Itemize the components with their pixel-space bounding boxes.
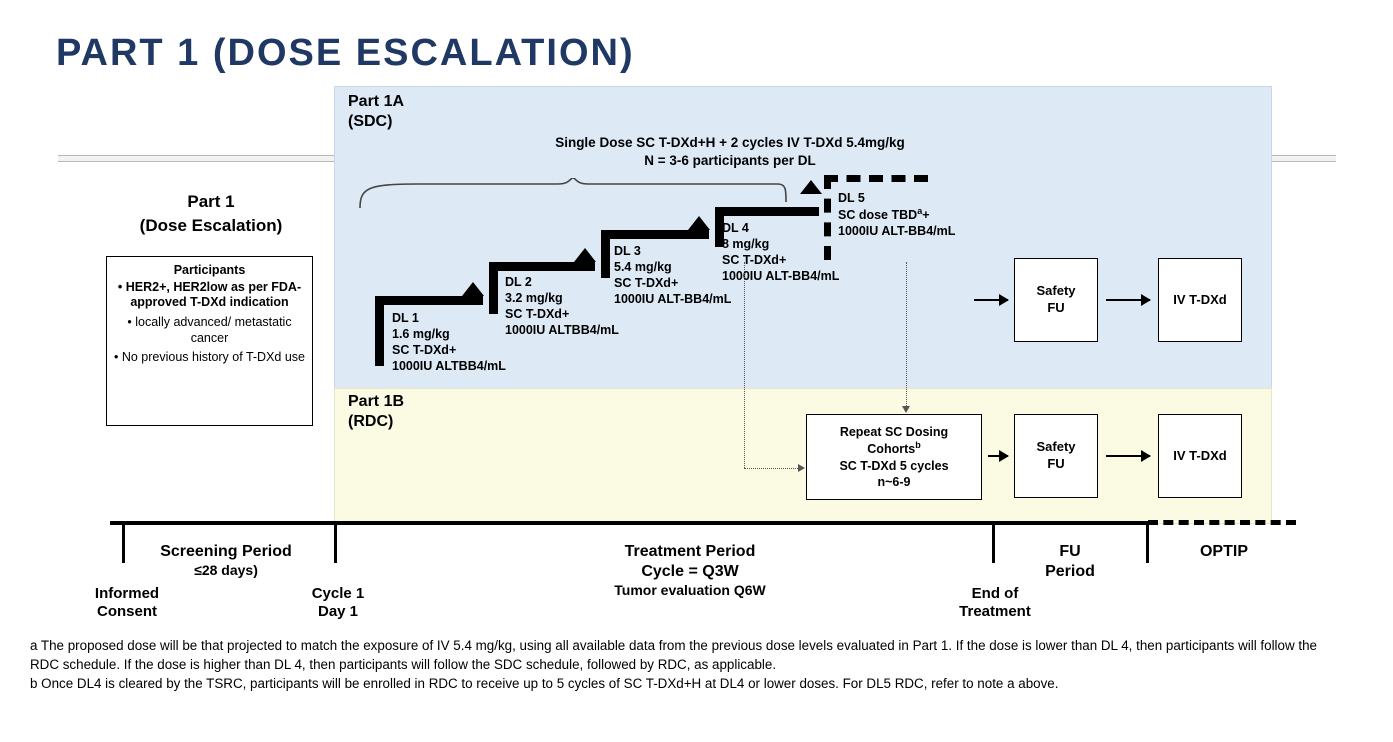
period-screening: [126, 542, 326, 580]
part-1b-label: [348, 392, 404, 432]
dl3-text: [614, 243, 731, 307]
repeat-footnote-ref-b: b: [915, 440, 921, 451]
part-1b-name: Part 1B: [348, 393, 405, 410]
period-fu: [1000, 542, 1140, 582]
dl2-arrow-icon: [574, 248, 596, 262]
footnote-b: b Once DL4 is cleared by the TSRC, participants will be enrolled in RDC to receive up to 5 cycles of SC T-DXd+H at DL4 or lower doses. For DL5 RDC, refer to note a above.: [30, 676, 1059, 692]
dl4-line1: DL 4: [722, 221, 749, 235]
repeat-line2: [839, 440, 948, 457]
participants-box: [106, 256, 313, 426]
footnote-a: a The proposed dose will be that projected to match the exposure of IV 5.4 mg/kg, using all available data from the previous dose levels evaluated in Part 1. If the dose is lower than DL 4, then participants will follow the RDC schedule. If the dose is higher than DL 4, then participants will follow the SDC schedule, followed by RDC, as applicable.: [30, 638, 1317, 673]
marker-eot-line2: Treatment: [959, 603, 1031, 620]
period-screening-line2: ≤28 days): [194, 562, 258, 578]
part-1a-label: [348, 92, 404, 132]
dl3-line4: 1000IU ALT-BB4/mL: [614, 292, 732, 306]
repeat-line1: Repeat SC Dosing: [839, 424, 949, 439]
participants-item-1: • HER2+, HER2low as per FDA-approved T-DXd indication: [117, 279, 302, 310]
iv-tdxd-box-sdc: IV T-DXd: [1158, 258, 1242, 342]
dl1-arrow-icon: [462, 282, 484, 296]
dl5-line1: DL 5: [838, 191, 865, 205]
dl5-line2-suffix: +: [922, 208, 930, 223]
repeat-sc-dosing-cohorts-box: [806, 414, 982, 500]
dl3-arrow-icon: [688, 216, 710, 230]
part-1-title-line2: (Dose Escalation): [139, 215, 283, 235]
dl2-line1: DL 2: [505, 275, 532, 289]
dl2-line2: 3.2 mg/kg: [505, 291, 563, 305]
dl5-line2-prefix: SC dose TBD: [838, 208, 918, 223]
participants-heading: Participants: [173, 263, 246, 277]
dl1-plateau: [375, 296, 483, 305]
safety-fu-sdc-line2: FU: [1047, 300, 1065, 315]
marker-informed-consent-line1: Informed: [94, 585, 160, 602]
marker-eot-line1: End of: [971, 585, 1019, 602]
arrow-to-iv-tdxd-rdc-icon: [1106, 455, 1150, 457]
dl1-line2: 1.6 mg/kg: [392, 327, 450, 341]
dl1-line1: DL 1: [392, 311, 419, 325]
period-optip-line1: OPTIP: [1199, 543, 1248, 560]
safety-fu-box-rdc: [1014, 414, 1098, 498]
page-title: PART 1 (DOSE ESCALATION): [56, 32, 635, 74]
dl4-text: [722, 220, 839, 284]
dl1-text: [392, 310, 506, 374]
part-1a-name: Part 1A: [348, 93, 405, 110]
dl3-line2: 5.4 mg/kg: [614, 260, 672, 274]
dl3-line3: SC T-DXd+: [614, 276, 679, 290]
dl5-line3: 1000IU ALT-BB4/mL: [838, 224, 956, 239]
timeline-tick-cycle1day1: [334, 521, 337, 563]
marker-cycle1-line2: Day 1: [317, 603, 359, 620]
dl2-text: [505, 274, 619, 338]
marker-end-of-treatment: [930, 585, 1060, 621]
arrow-to-safety-fu-rdc-icon: [988, 455, 1008, 457]
repeat-line2-prefix: Cohorts: [867, 442, 916, 457]
marker-informed-consent-line2: Consent: [97, 603, 157, 620]
dl4-to-rdc-connector-h: [744, 468, 798, 469]
safety-fu-rdc-line1: Safety: [1036, 439, 1076, 455]
period-treatment-line1: Treatment Period: [624, 543, 756, 560]
dl4-line2: 8 mg/kg: [722, 237, 770, 251]
dl5-riser-dashed: [824, 175, 831, 260]
dl4-line4: 1000IU ALT-BB4/mL: [722, 269, 840, 283]
dl4-line3: SC T-DXd+: [722, 253, 787, 267]
dl4-arrow-icon: [800, 180, 822, 194]
dl4-plateau: [715, 207, 819, 216]
timeline-tick-informed-consent: [122, 521, 125, 563]
dl5-text: [838, 190, 955, 239]
period-fu-line1: FU: [1059, 543, 1081, 560]
dl5-to-rdc-arrow-icon: [902, 406, 910, 413]
brace-icon: [358, 178, 788, 208]
timeline-tick-fu-end: [1146, 521, 1149, 563]
dl2-plateau: [489, 262, 595, 271]
dl1-line4: 1000IU ALTBB4/mL: [392, 359, 506, 373]
part-1-title-line1: Part 1: [187, 192, 235, 211]
marker-cycle1-line1: Cycle 1: [311, 585, 365, 602]
dl1-riser: [375, 296, 384, 366]
dl3-plateau: [601, 230, 709, 239]
dl2-line3: SC T-DXd+: [505, 307, 570, 321]
period-treatment: [500, 542, 880, 600]
safety-fu-rdc-line2: FU: [1047, 456, 1065, 471]
part-1b-sub: (RDC): [348, 413, 394, 430]
participants-item-3: • No previous history of T-DXd use: [113, 350, 306, 365]
part-1a-sub: (SDC): [348, 113, 393, 130]
arrow-to-safety-fu-sdc-icon: [974, 299, 1008, 301]
safety-fu-sdc-line1: Safety: [1036, 283, 1076, 299]
sdc-header: [430, 134, 1030, 170]
dl3-line1: DL 3: [614, 244, 641, 258]
footnotes: [30, 636, 1320, 693]
arrow-to-iv-tdxd-sdc-icon: [1106, 299, 1150, 301]
sdc-header-line2: N = 3-6 participants per DL: [644, 153, 816, 169]
period-screening-line1: Screening Period: [160, 543, 292, 560]
marker-cycle1-day1: [278, 585, 398, 621]
sdc-header-line1: Single Dose SC T-DXd+H + 2 cycles IV T-DXd 5.4mg/kg: [555, 135, 905, 150]
dl1-line3: SC T-DXd+: [392, 343, 457, 357]
part-1-title: [106, 190, 316, 238]
dl5-footnote-ref-a: a: [917, 206, 923, 216]
period-treatment-line3: Tumor evaluation Q6W: [614, 582, 766, 598]
repeat-line3: SC T-DXd 5 cycles: [839, 458, 949, 473]
participants-item-2: • locally advanced/ metastatic cancer: [127, 314, 292, 345]
timeline-axis-dashed: [1148, 520, 1296, 525]
period-treatment-line2: Cycle = Q3W: [641, 563, 739, 580]
dl4-to-rdc-arrow-icon: [798, 464, 805, 472]
dl2-line4: 1000IU ALTBB4/mL: [505, 323, 619, 337]
period-optip: [1150, 542, 1298, 562]
period-fu-line2: Period: [1045, 563, 1095, 580]
safety-fu-box-sdc: [1014, 258, 1098, 342]
dl5-plateau-dashed: [824, 175, 928, 182]
dl5-line2: [838, 206, 955, 223]
dl5-to-rdc-connector: [906, 262, 907, 406]
repeat-line4: n~6-9: [877, 474, 911, 489]
dl4-to-rdc-connector: [744, 262, 745, 468]
iv-tdxd-box-rdc: IV T-DXd: [1158, 414, 1242, 498]
marker-informed-consent: [62, 585, 192, 621]
timeline-tick-end-of-treatment: [992, 521, 995, 563]
